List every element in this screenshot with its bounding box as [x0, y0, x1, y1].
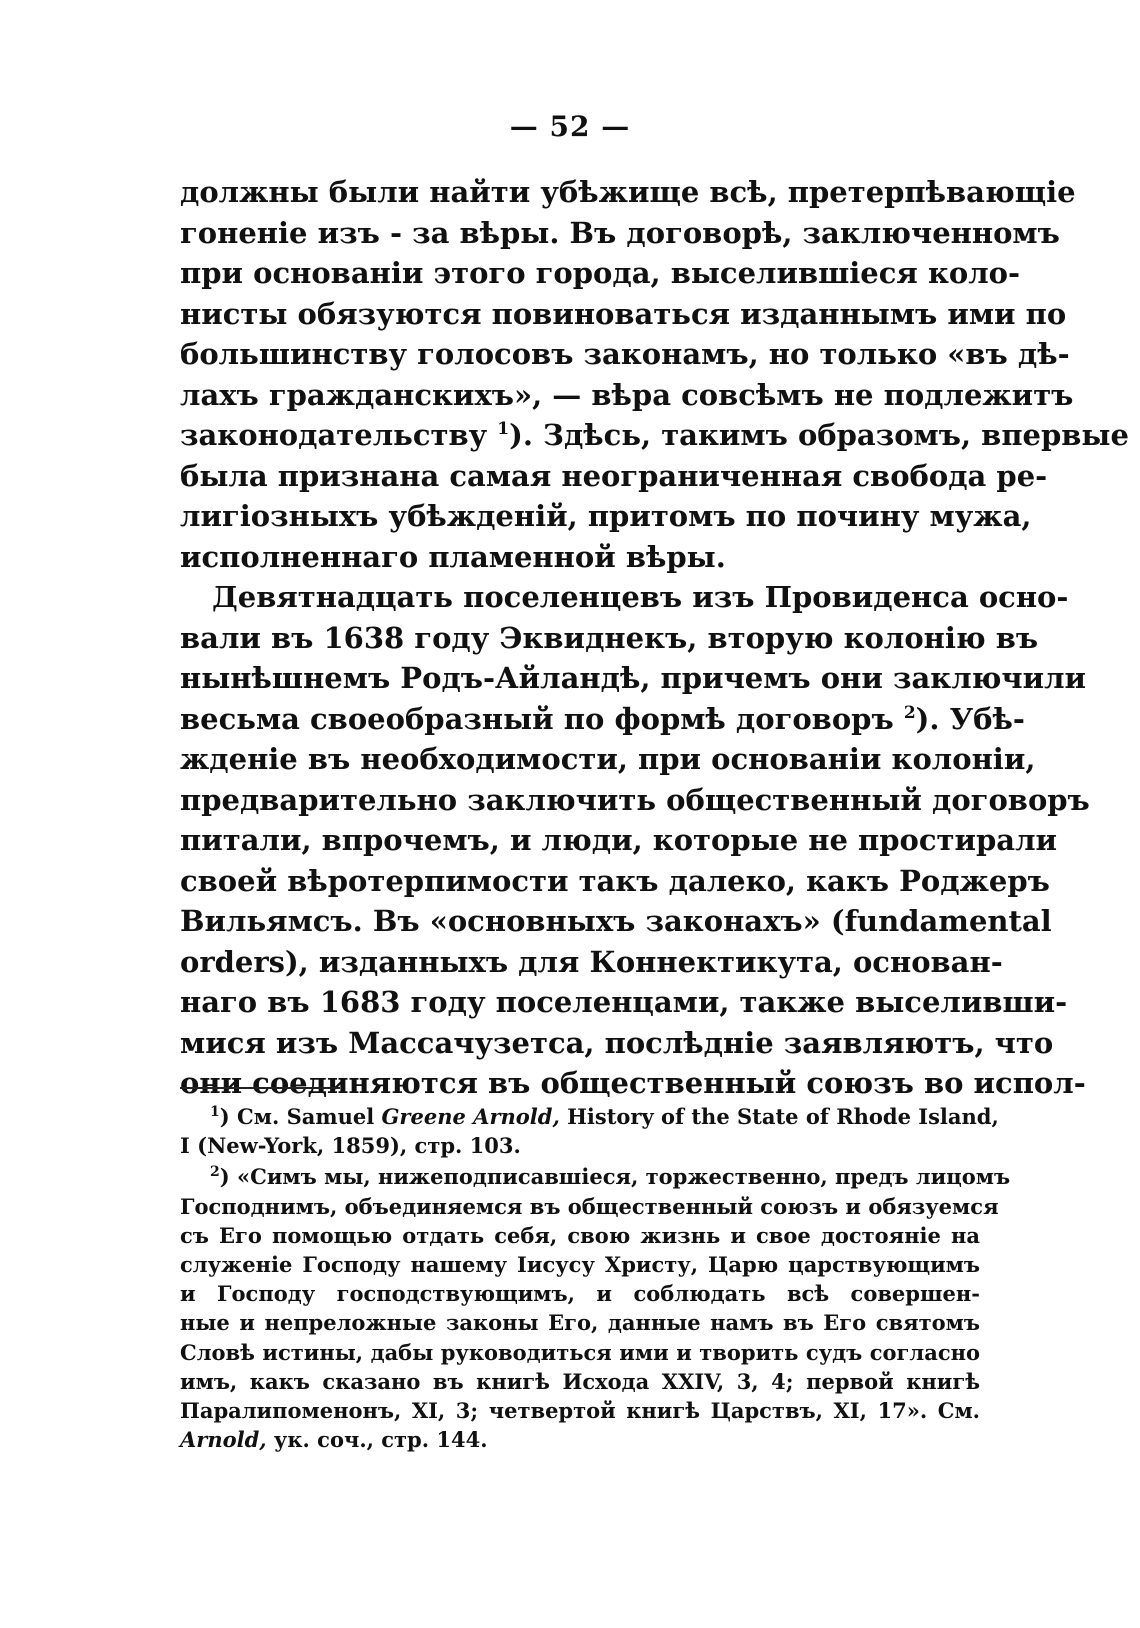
footnote-ref-2: 2: [903, 702, 916, 723]
text-line: гоненіе изъ - за вѣры. Въ договорѣ, заключенномъ: [180, 215, 1060, 250]
footnote-1-mark: 1: [210, 1104, 220, 1120]
text-line: [180, 415, 1129, 456]
footnote-1-line: I (New-York, 1859), стр. 103.: [180, 1133, 521, 1159]
footnote-2-line: Словѣ истины, дабы руководиться ими и творить судъ согласно: [180, 1339, 980, 1365]
text-line: должны были найти убѣжище всѣ, претерпѣвающіе: [180, 175, 1076, 209]
text-line: исполненнаго пламенной вѣры.: [180, 539, 726, 574]
text-line: предварительно заключить общественный договоръ: [180, 782, 1090, 817]
text-line: лигіозныхъ убѣжденій, притомъ по почину мужа,: [180, 499, 1032, 533]
footnote-2-line: съ Его помощью отдать себя, свою жизнь и свое достояніе на: [180, 1222, 980, 1248]
text-fragment: ) «Симъ мы, нижеподписавшіеся, торжественно, предъ лицомъ: [219, 1164, 1011, 1190]
footnote-2-line: [180, 1425, 980, 1454]
footnote-2-line: имъ, какъ сказано въ книгѣ Исхода XXIV, 3, 4; первой книгѣ: [180, 1368, 980, 1394]
text-line: Девятнадцать поселенцевъ изъ Провиденса осно-: [212, 580, 1069, 614]
footnote-ref-1: 1: [497, 419, 510, 439]
main-text: [180, 172, 1129, 1104]
text-line: мися изъ Массачузетса, послѣдніе заявляютъ, что: [180, 1025, 1054, 1060]
text-fragment: ). Убѣ-: [915, 701, 1025, 736]
text-line: при основаніи этого города, выселившіеся коло-: [180, 256, 1021, 290]
footnotes: [180, 1102, 1011, 1454]
text-line: [180, 699, 1025, 740]
footnote-2-line: служеніе Господу нашему Іисусу Христу, Царю царствующимъ: [180, 1251, 980, 1277]
page-number: — 52 —: [509, 110, 631, 143]
author-name: Arnold,: [180, 1427, 267, 1453]
text-line: вали въ 1638 году Эквиднекъ, вторую колонію въ: [180, 620, 1039, 655]
text-fragment: ) См. Samuel: [219, 1104, 382, 1129]
author-name: Greene Arnold,: [381, 1104, 560, 1129]
text-line: orders), изданныхъ для Коннектикута, основан-: [180, 944, 1003, 979]
footnote-1-line: [180, 1102, 999, 1131]
text-line: была признана самая неограниченная свобода ре-: [180, 458, 1048, 493]
text-line: лахъ гражданскихъ», — вѣра совсѣмъ не подлежитъ: [180, 377, 1074, 412]
footnote-2-line: Паралипоменонъ, XI, 3; четвертой книгѣ Царствъ, XI, 17». См.: [180, 1397, 980, 1423]
text-line: нынѣшнемъ Родъ-Айландѣ, причемъ они заключили: [180, 661, 1087, 695]
footnote-2-line: и Господу господствующимъ, и соблюдать всѣ совершен-: [180, 1281, 980, 1307]
footnote-2-line: Господнимъ, объединяемся въ общественный союзъ и обязуемся: [180, 1193, 999, 1219]
footnote-2-mark: 2: [210, 1164, 220, 1181]
text-fragment: весьма своеобразный по формѣ договоръ: [180, 701, 894, 736]
text-line: Вильямсъ. Въ «основныхъ законахъ» (fundamental: [180, 904, 1052, 938]
text-line: жденіе въ необходимости, при основаніи колоніи,: [180, 742, 1036, 776]
footnote-2-line: [180, 1162, 1011, 1191]
text-fragment: законодательству: [180, 418, 488, 452]
text-line: питали, впрочемъ, и люди, которые не простирали: [180, 823, 1058, 857]
text-line: они соединяются въ общественный союзъ во испол-: [180, 1066, 1086, 1100]
text-fragment: ук. соч., стр. 144.: [266, 1427, 488, 1453]
text-line: нисты обязуются повиноваться изданнымъ ими по: [180, 296, 1067, 331]
text-fragment: History of the State of Rhode Island,: [559, 1104, 999, 1129]
text-line: наго въ 1683 году поселенцами, также выселивши-: [180, 985, 1068, 1019]
text-line: своей вѣротерпимости такъ далеко, какъ Роджеръ: [180, 863, 1050, 898]
footnote-2-line: ные и непреложные законы Его, данные намъ въ Его святомъ: [180, 1310, 980, 1336]
text-fragment: ). Здѣсь, такимъ образомъ, впервые: [509, 418, 1129, 452]
footnote-divider: [180, 1087, 340, 1089]
text-line: большинству голосовъ законамъ, но только «въ дѣ-: [180, 337, 1070, 371]
